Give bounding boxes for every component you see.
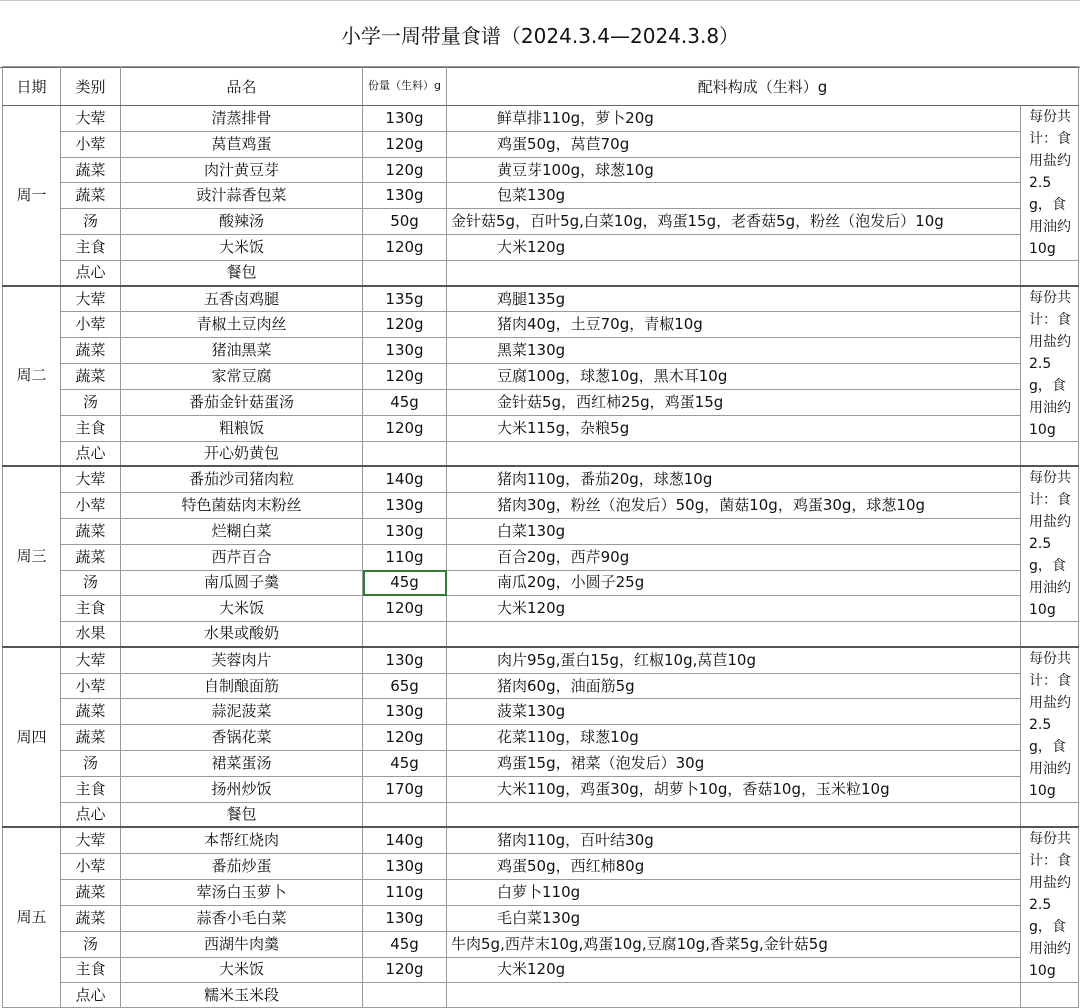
ingredients-cell[interactable]: 牛肉5g,西芹末10g,鸡蛋10g,豆腐10g,香菜5g,金针菇5g <box>447 931 1021 957</box>
header-category: 类别 <box>61 67 121 106</box>
dish-cell[interactable]: 西芹百合 <box>121 544 363 570</box>
dish-cell[interactable]: 特色菌菇肉末粉丝 <box>121 493 363 519</box>
ingredients-cell[interactable]: 大米120g <box>447 957 1021 983</box>
portion-cell[interactable]: 45g <box>363 751 447 777</box>
ingredients-cell[interactable]: 黑菜130g <box>447 338 1021 364</box>
category-cell[interactable]: 点心 <box>61 441 121 466</box>
table-row <box>3 957 1079 983</box>
ingredients-cell[interactable]: 猪肉40g，土豆70g，青椒10g <box>447 312 1021 338</box>
day-cell[interactable]: 周五 <box>3 827 61 1007</box>
category-cell[interactable]: 小荤 <box>61 493 121 519</box>
portion-cell[interactable]: 130g <box>363 647 447 673</box>
table-row <box>3 157 1079 183</box>
category-cell[interactable]: 蔬菜 <box>61 183 121 209</box>
dish-cell[interactable]: 清蒸排骨 <box>121 106 363 132</box>
portion-cell[interactable]: 120g <box>363 235 447 261</box>
dish-cell[interactable]: 扬州炒饭 <box>121 776 363 802</box>
ingredients-cell[interactable]: 猪肉60g，油面筋5g <box>447 673 1021 699</box>
category-cell[interactable]: 点心 <box>61 802 121 827</box>
portion-cell[interactable]: 45g <box>363 931 447 957</box>
table-row <box>3 725 1079 751</box>
category-cell[interactable]: 蔬菜 <box>61 544 121 570</box>
portion-cell[interactable]: 120g <box>363 312 447 338</box>
dish-cell[interactable]: 糯米玉米段 <box>121 983 363 1008</box>
table-row <box>3 880 1079 906</box>
nutrition-note[interactable]: 每份共计：食用盐约2.5g，食用油约10g <box>1021 286 1079 442</box>
category-cell[interactable]: 蔬菜 <box>61 725 121 751</box>
category-cell[interactable]: 蔬菜 <box>61 905 121 931</box>
ingredients-cell[interactable]: 大米120g <box>447 235 1021 261</box>
category-cell[interactable]: 蔬菜 <box>61 338 121 364</box>
dish-cell[interactable]: 大米饭 <box>121 235 363 261</box>
dish-cell[interactable]: 水果或酸奶 <box>121 622 363 647</box>
ingredients-cell[interactable]: 大米110g，鸡蛋30g，胡萝卜10g，香菇10g，玉米粒10g <box>447 776 1021 802</box>
table-row <box>3 261 1079 286</box>
table-row <box>3 802 1079 827</box>
header-row <box>3 67 1079 106</box>
dish-cell[interactable]: 番茄炒蛋 <box>121 854 363 880</box>
day-cell[interactable]: 周二 <box>3 286 61 467</box>
table-row <box>3 699 1079 725</box>
ingredients-cell[interactable]: 猪肉30g，粉丝（泡发后）50g，菌菇10g，鸡蛋30g，球葱10g <box>447 493 1021 519</box>
table-row <box>3 596 1079 622</box>
header-portion: 份量（生料）g <box>363 67 447 106</box>
category-cell[interactable]: 蔬菜 <box>61 157 121 183</box>
category-cell[interactable]: 大荤 <box>61 106 121 132</box>
table-row <box>3 673 1079 699</box>
page-title: 小学一周带量食谱（2024.3.4—2024.3.8） <box>0 0 1080 68</box>
dish-cell[interactable]: 番茄金针菇蛋汤 <box>121 389 363 415</box>
portion-cell[interactable]: 120g <box>363 157 447 183</box>
dish-cell[interactable]: 自制酿面筋 <box>121 673 363 699</box>
ingredients-cell[interactable]: 花菜110g，球葱10g <box>447 725 1021 751</box>
category-cell[interactable]: 大荤 <box>61 827 121 853</box>
day-cell[interactable]: 周四 <box>3 647 61 828</box>
ingredients-cell[interactable]: 鸡蛋50g，西红柿80g <box>447 854 1021 880</box>
dish-cell[interactable]: 餐包 <box>121 802 363 827</box>
portion-cell[interactable] <box>363 261 447 286</box>
table-row <box>3 183 1079 209</box>
ingredients-cell[interactable]: 大米120g <box>447 596 1021 622</box>
table-row <box>3 493 1079 519</box>
ingredients-cell[interactable]: 毛白菜130g <box>447 905 1021 931</box>
category-cell[interactable]: 汤 <box>61 931 121 957</box>
ingredients-cell[interactable] <box>447 441 1021 466</box>
ingredients-cell[interactable]: 肉片95g,蛋白15g，红椒10g,莴苣10g <box>447 647 1021 673</box>
portion-cell[interactable]: 130g <box>363 699 447 725</box>
dish-cell[interactable]: 粗粮饭 <box>121 415 363 441</box>
category-cell[interactable]: 点心 <box>61 261 121 286</box>
table-row <box>3 338 1079 364</box>
menu-body <box>3 106 1079 1008</box>
portion-cell[interactable]: 120g <box>363 415 447 441</box>
empty-cell[interactable] <box>1021 983 1079 1008</box>
empty-cell[interactable] <box>1021 441 1079 466</box>
empty-cell[interactable] <box>1021 802 1079 827</box>
table-row <box>3 931 1079 957</box>
menu-table <box>2 66 1079 1008</box>
ingredients-cell[interactable] <box>447 261 1021 286</box>
dish-cell[interactable]: 裙菜蛋汤 <box>121 751 363 777</box>
ingredients-cell[interactable] <box>447 622 1021 647</box>
category-cell[interactable]: 蔬菜 <box>61 880 121 906</box>
table-row <box>3 235 1079 261</box>
portion-cell[interactable] <box>363 802 447 827</box>
portion-cell[interactable]: 130g <box>363 854 447 880</box>
day-cell[interactable]: 周三 <box>3 466 61 647</box>
ingredients-cell[interactable] <box>447 983 1021 1008</box>
table-row <box>3 312 1079 338</box>
nutrition-note[interactable]: 每份共计：食用盐约2.5g，食用油约10g <box>1021 647 1079 803</box>
category-cell[interactable]: 蔬菜 <box>61 699 121 725</box>
table-row <box>3 983 1079 1008</box>
ingredients-cell[interactable]: 白菜130g <box>447 518 1021 544</box>
table-row <box>3 647 1079 673</box>
portion-cell[interactable]: 110g <box>363 544 447 570</box>
dish-cell[interactable]: 大米饭 <box>121 957 363 983</box>
ingredients-cell[interactable]: 猪肉110g，百叶结30g <box>447 827 1021 853</box>
portion-cell[interactable]: 140g <box>363 466 447 492</box>
portion-cell[interactable]: 130g <box>363 518 447 544</box>
category-cell[interactable]: 蔬菜 <box>61 364 121 390</box>
category-cell[interactable]: 主食 <box>61 776 121 802</box>
portion-cell[interactable]: 120g <box>363 725 447 751</box>
dish-cell[interactable]: 开心奶黄包 <box>121 441 363 466</box>
portion-cell[interactable]: 135g <box>363 286 447 312</box>
dish-cell[interactable]: 荤汤白玉萝卜 <box>121 880 363 906</box>
ingredients-cell[interactable] <box>447 802 1021 827</box>
dish-cell[interactable]: 五香卤鸡腿 <box>121 286 363 312</box>
table-row <box>3 286 1079 312</box>
table-row <box>3 209 1079 235</box>
category-cell[interactable]: 主食 <box>61 415 121 441</box>
category-cell[interactable]: 汤 <box>61 751 121 777</box>
ingredients-cell[interactable]: 猪肉110g，番茄20g，球葱10g <box>447 466 1021 492</box>
nutrition-note[interactable]: 每份共计：食用盐约2.5g，食用油约10g <box>1021 466 1079 622</box>
table-row <box>3 827 1079 853</box>
portion-cell[interactable]: 110g <box>363 880 447 906</box>
ingredients-cell[interactable]: 黄豆芽100g，球葱10g <box>447 157 1021 183</box>
dish-cell[interactable]: 餐包 <box>121 261 363 286</box>
header-ingredients: 配料构成（生料）g <box>447 67 1079 106</box>
ingredients-cell[interactable]: 大米115g，杂粮5g <box>447 415 1021 441</box>
dish-cell[interactable]: 猪油黑菜 <box>121 338 363 364</box>
dish-cell[interactable]: 家常豆腐 <box>121 364 363 390</box>
portion-cell[interactable]: 45g <box>363 389 447 415</box>
portion-cell[interactable] <box>363 622 447 647</box>
empty-cell[interactable] <box>1021 622 1079 647</box>
dish-cell[interactable]: 大米饭 <box>121 596 363 622</box>
dish-cell[interactable]: 豉汁蒜香包菜 <box>121 183 363 209</box>
header-dish: 品名 <box>121 67 363 106</box>
table-row <box>3 622 1079 647</box>
category-cell[interactable]: 小荤 <box>61 673 121 699</box>
ingredients-cell[interactable]: 金针菇5g，百叶5g,白菜10g，鸡蛋15g，老香菇5g，粉丝（泡发后）10g <box>447 209 1021 235</box>
table-row <box>3 131 1079 157</box>
category-cell[interactable]: 小荤 <box>61 312 121 338</box>
category-cell[interactable]: 蔬菜 <box>61 518 121 544</box>
dish-cell[interactable]: 香锅花菜 <box>121 725 363 751</box>
category-cell[interactable]: 汤 <box>61 570 121 596</box>
ingredients-cell[interactable]: 南瓜20g，小圆子25g <box>447 570 1021 596</box>
portion-cell[interactable]: 50g <box>363 209 447 235</box>
table-row <box>3 751 1079 777</box>
table-row <box>3 364 1079 390</box>
dish-cell[interactable]: 本帮红烧肉 <box>121 827 363 853</box>
dish-cell[interactable]: 青椒土豆肉丝 <box>121 312 363 338</box>
portion-cell[interactable]: 120g <box>363 596 447 622</box>
table-row <box>3 106 1079 132</box>
day-cell[interactable]: 周一 <box>3 106 61 286</box>
portion-cell[interactable] <box>363 983 447 1008</box>
portion-cell[interactable]: 130g <box>363 338 447 364</box>
dish-cell[interactable]: 南瓜圆子羹 <box>121 570 363 596</box>
ingredients-cell[interactable]: 菠菜130g <box>447 699 1021 725</box>
nutrition-note[interactable]: 每份共计：食用盐约2.5g，食用油约10g <box>1021 106 1079 261</box>
table-row <box>3 389 1079 415</box>
dish-cell[interactable]: 蒜泥菠菜 <box>121 699 363 725</box>
ingredients-cell[interactable]: 包菜130g <box>447 183 1021 209</box>
ingredients-cell[interactable]: 豆腐100g，球葱10g，黑木耳10g <box>447 364 1021 390</box>
empty-cell[interactable] <box>1021 261 1079 286</box>
category-cell[interactable]: 主食 <box>61 596 121 622</box>
table-row <box>3 570 1079 596</box>
dish-cell[interactable]: 烂糊白菜 <box>121 518 363 544</box>
portion-cell[interactable]: 140g <box>363 827 447 853</box>
category-cell[interactable]: 大荤 <box>61 466 121 492</box>
ingredients-cell[interactable]: 鸡蛋50g，莴苣70g <box>447 131 1021 157</box>
header-date: 日期 <box>3 67 61 106</box>
table-row <box>3 441 1079 466</box>
ingredients-cell[interactable]: 金针菇5g，西红柿25g，鸡蛋15g <box>447 389 1021 415</box>
portion-cell[interactable]: 130g <box>363 493 447 519</box>
ingredients-cell[interactable]: 百合20g，西芹90g <box>447 544 1021 570</box>
dish-cell[interactable]: 肉汁黄豆芽 <box>121 157 363 183</box>
portion-cell[interactable]: 120g <box>363 364 447 390</box>
category-cell[interactable]: 汤 <box>61 209 121 235</box>
table-row <box>3 415 1079 441</box>
table-row <box>3 518 1079 544</box>
nutrition-note[interactable]: 每份共计：食用盐约2.5g，食用油约10g <box>1021 827 1079 983</box>
portion-cell[interactable] <box>363 441 447 466</box>
ingredients-cell[interactable]: 鸡腿135g <box>447 286 1021 312</box>
ingredients-cell[interactable]: 鸡蛋15g，裙菜（泡发后）30g <box>447 751 1021 777</box>
portion-cell[interactable]: 65g <box>363 673 447 699</box>
category-cell[interactable]: 主食 <box>61 235 121 261</box>
dish-cell[interactable]: 酸辣汤 <box>121 209 363 235</box>
table-row <box>3 905 1079 931</box>
dish-cell[interactable]: 蒜香小毛白菜 <box>121 905 363 931</box>
ingredients-cell[interactable]: 鲜草排110g，萝卜20g <box>447 106 1021 132</box>
category-cell[interactable]: 点心 <box>61 983 121 1008</box>
dish-cell[interactable]: 番茄沙司猪肉粒 <box>121 466 363 492</box>
portion-cell[interactable]: 130g <box>363 183 447 209</box>
table-row <box>3 776 1079 802</box>
portion-cell[interactable]: 130g <box>363 106 447 132</box>
portion-cell[interactable]: 120g <box>363 131 447 157</box>
table-row <box>3 854 1079 880</box>
category-cell[interactable]: 小荤 <box>61 131 121 157</box>
portion-cell[interactable]: 120g <box>363 957 447 983</box>
table-row <box>3 544 1079 570</box>
dish-cell[interactable]: 莴苣鸡蛋 <box>121 131 363 157</box>
category-cell[interactable]: 大荤 <box>61 647 121 673</box>
dish-cell[interactable]: 西湖牛肉羹 <box>121 931 363 957</box>
category-cell[interactable]: 大荤 <box>61 286 121 312</box>
portion-cell[interactable]: 170g <box>363 776 447 802</box>
category-cell[interactable]: 水果 <box>61 622 121 647</box>
category-cell[interactable]: 小荤 <box>61 854 121 880</box>
portion-cell[interactable]: 130g <box>363 905 447 931</box>
table-row <box>3 466 1079 492</box>
dish-cell[interactable]: 芙蓉肉片 <box>121 647 363 673</box>
ingredients-cell[interactable]: 白萝卜110g <box>447 880 1021 906</box>
category-cell[interactable]: 主食 <box>61 957 121 983</box>
category-cell[interactable]: 汤 <box>61 389 121 415</box>
portion-cell[interactable]: 45g <box>363 570 447 596</box>
